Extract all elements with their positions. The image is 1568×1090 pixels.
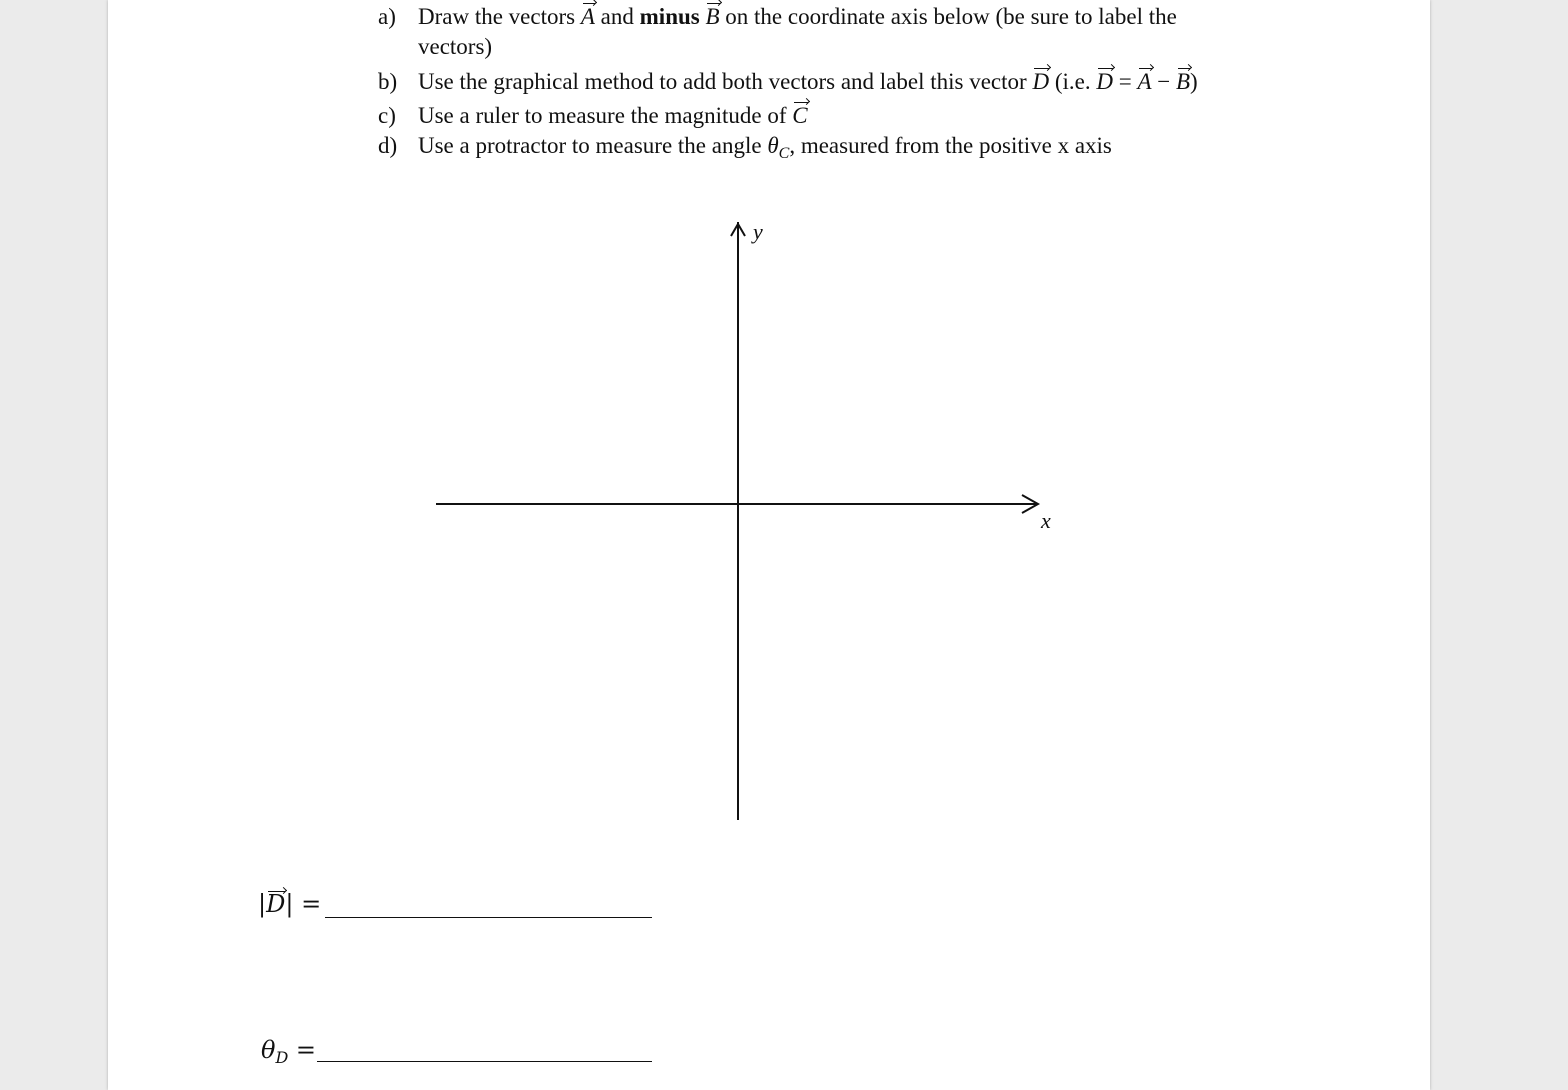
coordinate-axes — [108, 0, 1430, 1090]
item-letter: a) — [378, 4, 396, 29]
x-axis-label: x — [1041, 508, 1051, 533]
item-letter: c) — [378, 103, 396, 128]
item-text: Use a ruler to measure the magnitude of C — [418, 101, 808, 131]
angle-answer-label: $\theta_D$ = — [261, 1036, 317, 1067]
vector-b-symbol: B — [705, 2, 719, 32]
vector-d-symbol: D — [266, 890, 286, 918]
item-letter: b) — [378, 69, 398, 94]
item-text: Use a protractor to measure the angle $\theta_C$, measured from the positive x axis — [418, 133, 1112, 162]
item-text: Use the graphical method to add both vectors and label this vector D (i.e. D = A − B) — [418, 67, 1198, 97]
vector-b-symbol: B — [1176, 67, 1190, 97]
minus-emphasis: minus — [639, 4, 700, 29]
angle-answer-blank[interactable] — [317, 1061, 652, 1062]
item-text: Draw the vectors A and minus B on the coordinate axis below (be sure to label the — [418, 2, 1177, 32]
vector-a-symbol: A — [581, 2, 595, 32]
vector-a-symbol: A — [1137, 67, 1151, 97]
magnitude-answer-blank[interactable] — [325, 917, 652, 918]
vector-d-symbol: D — [1096, 67, 1113, 97]
y-axis-label: y — [753, 219, 763, 244]
item-text-continued: vectors) — [418, 34, 493, 59]
theta-subscript: C — [778, 145, 790, 162]
theta-symbol: θ — [767, 133, 779, 158]
item-letter: d) — [378, 133, 398, 158]
vector-c-symbol: C — [792, 101, 807, 131]
vector-d-symbol: D — [1032, 67, 1049, 97]
document-page — [108, 0, 1430, 1090]
magnitude-answer-label: |D| = — [258, 890, 322, 918]
